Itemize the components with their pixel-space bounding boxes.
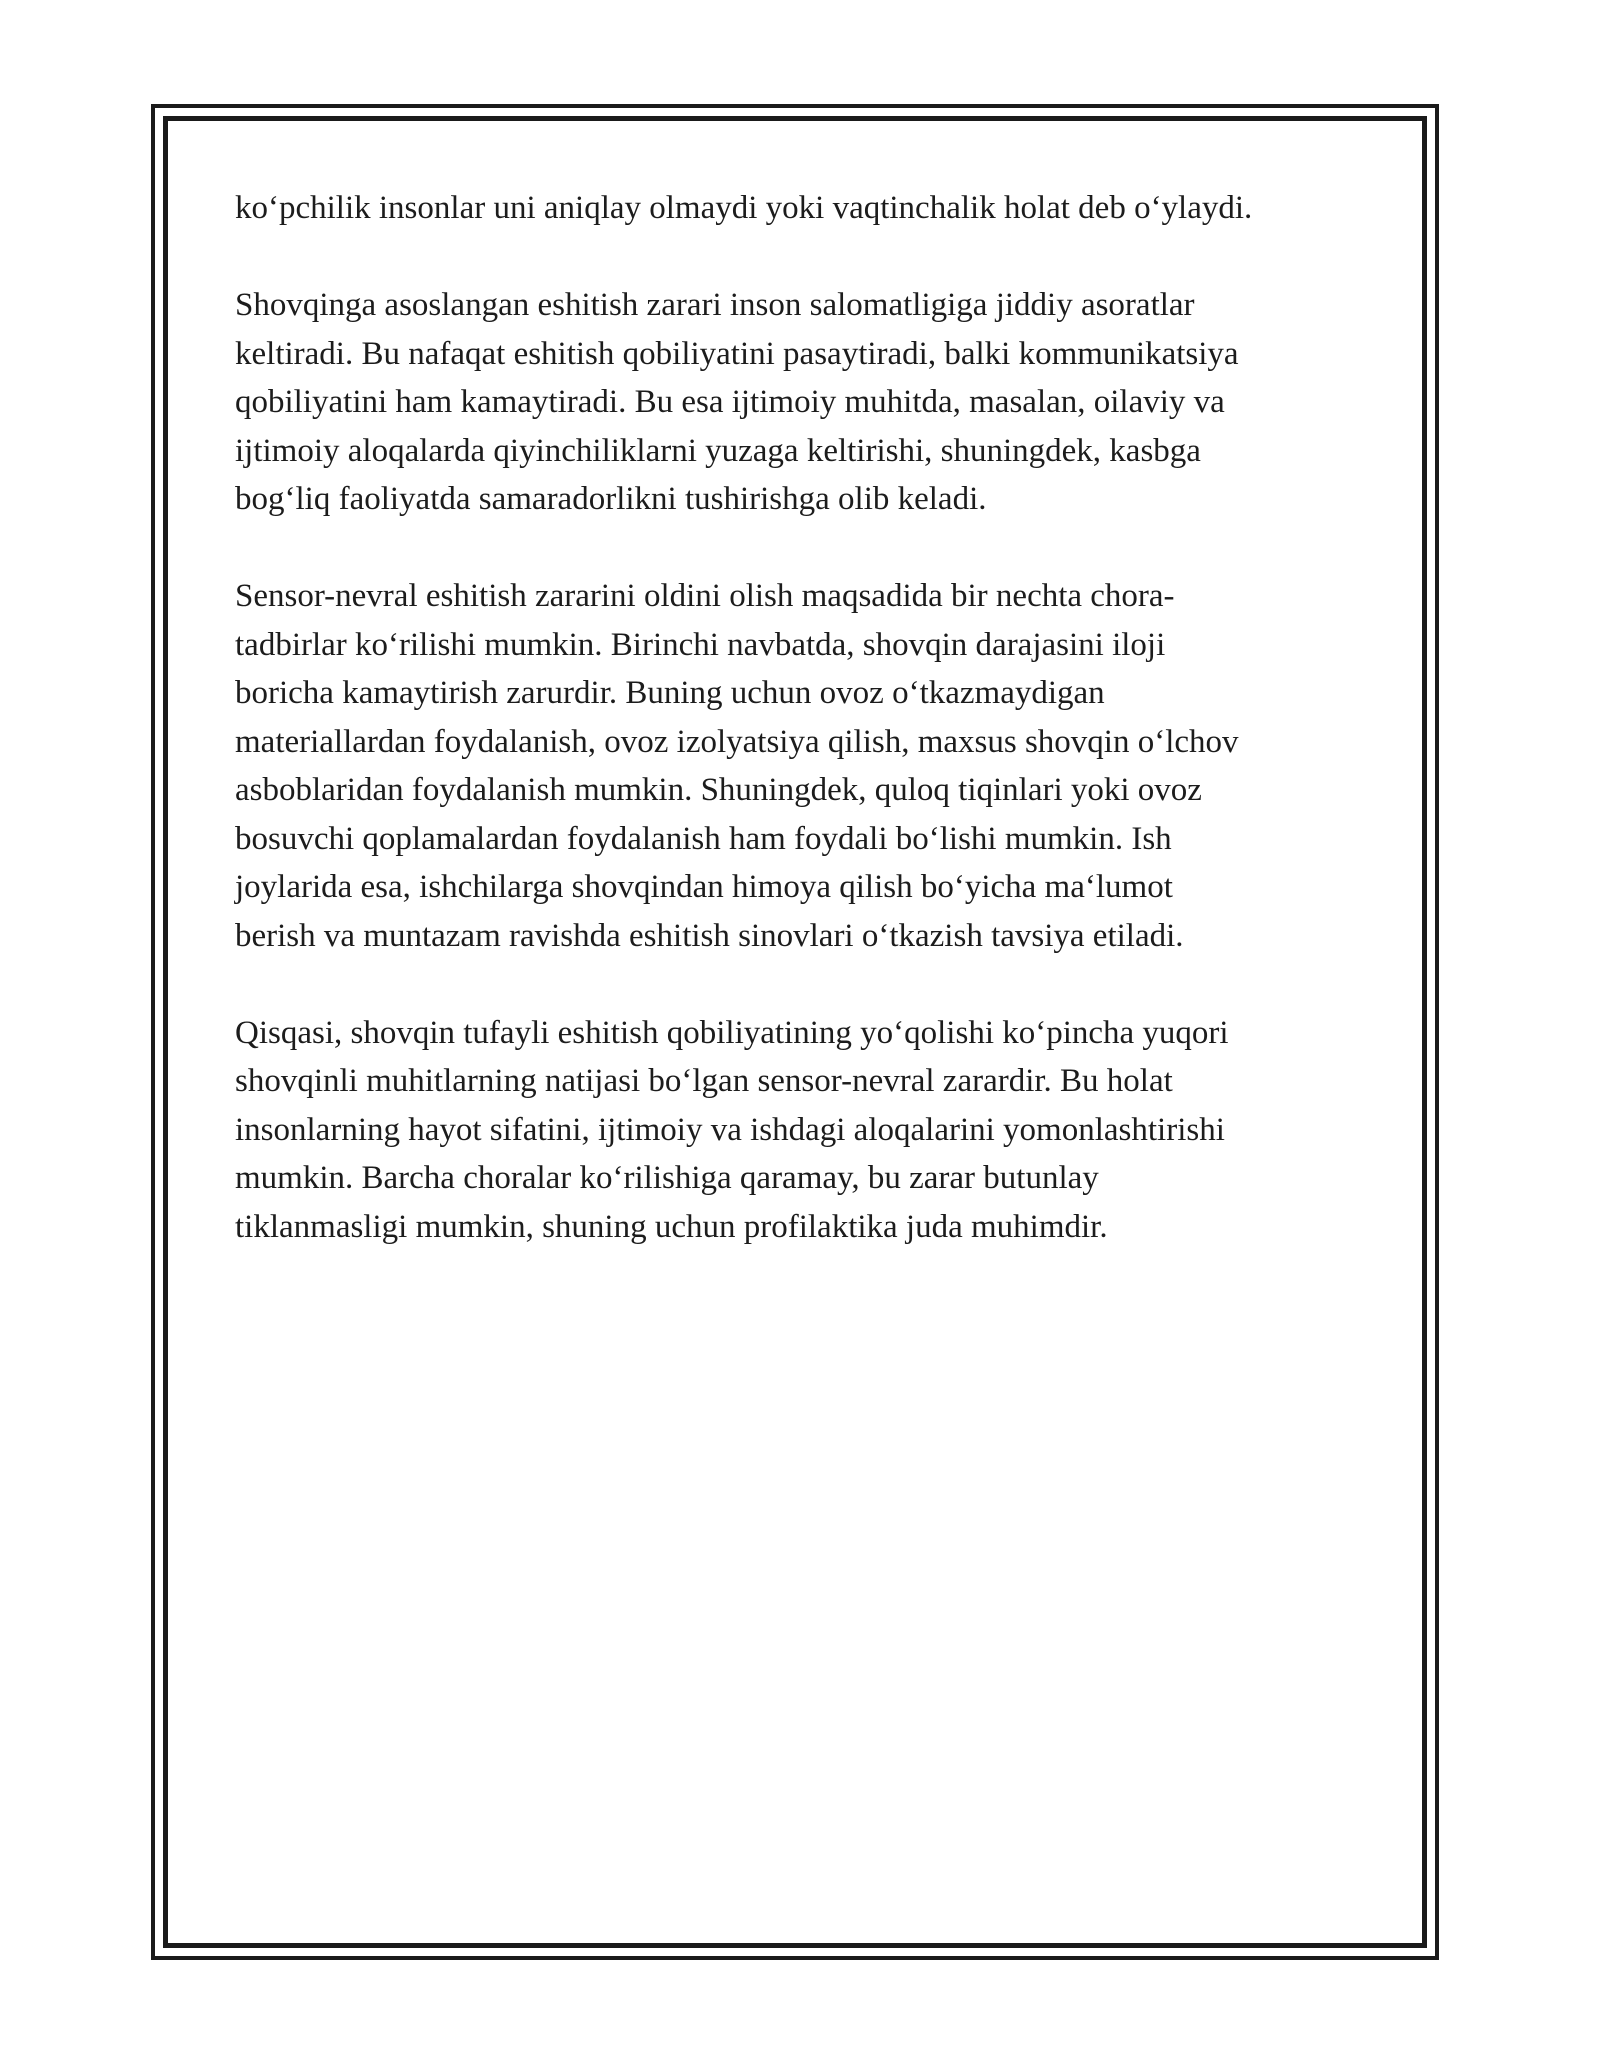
- text-line: ko‘pchilik insonlar uni aniqlay olmaydi yoki vaqtinchalik holat deb o‘ylaydi.: [235, 190, 1253, 226]
- text-line: materiallardan foydalanish, ovoz izolyatsiya qilish, maxsus shovqin o‘lchov: [235, 723, 1239, 760]
- text-line: bog‘liq faoliyatda samaradorlikni tushirishga olib keladi.: [235, 481, 987, 517]
- text-line: qobiliyatini ham kamaytiradi. Bu esa ijtimoiy muhitda, masalan, oilaviy va: [235, 384, 1225, 420]
- text-line: asboblaridan foydalanish mumkin. Shuningdek, quloq tiqinlari yoki ovoz: [235, 772, 1202, 808]
- text-line: tadbirlar ko‘rilishi mumkin. Birinchi navbatda, shovqin darajasini iloji: [235, 626, 1166, 663]
- paragraph: [235, 1009, 1375, 1252]
- text-line: berish va muntazam ravishda eshitish sinovlari o‘tkazish tavsiya etiladi.: [235, 917, 1184, 954]
- text-line: joylarida esa, ishchilarga shovqindan himoya qilish bo‘yicha ma‘lumot: [235, 869, 1173, 905]
- text-line: insonlarning hayot sifatini, ijtimoiy va ishdagi aloqalarini yomonlashtirishi: [235, 1111, 1225, 1148]
- text-line: Sensor-nevral eshitish zararini oldini olish maqsadida bir nechta chora-: [235, 578, 1175, 614]
- text-line: boricha kamaytirish zarurdir. Buning uchun ovoz o‘tkazmaydigan: [235, 675, 1105, 711]
- paragraph: [235, 281, 1375, 524]
- paragraph: [235, 184, 1375, 233]
- text-line: tiklanmasligi mumkin, shuning uchun profilaktika juda muhimdir.: [235, 1208, 1108, 1245]
- text-line: bosuvchi qoplamalardan foydalanish ham foydali bo‘lishi mumkin. Ish: [235, 820, 1172, 857]
- paragraph: [235, 572, 1375, 960]
- text-line: shovqinli muhitlarning natijasi bo‘lgan sensor-nevral zarardir. Bu holat: [235, 1063, 1173, 1099]
- text-line: Qisqasi, shovqin tufayli eshitish qobiliyatining yo‘qolishi ko‘pincha yuqori: [235, 1014, 1229, 1051]
- text-line: keltiradi. Bu nafaqat eshitish qobiliyatini pasaytiradi, balki kommunikatsiya: [235, 335, 1239, 372]
- document-body: [235, 184, 1375, 1300]
- text-line: ijtimoiy aloqalarda qiyinchiliklarni yuzaga keltirishi, shuningdek, kasbga: [235, 432, 1201, 469]
- text-line: mumkin. Barcha choralar ko‘rilishiga qaramay, bu zarar butunlay: [235, 1160, 1099, 1196]
- text-line: Shovqinga asoslangan eshitish zarari inson salomatligiga jiddiy asoratlar: [235, 287, 1195, 323]
